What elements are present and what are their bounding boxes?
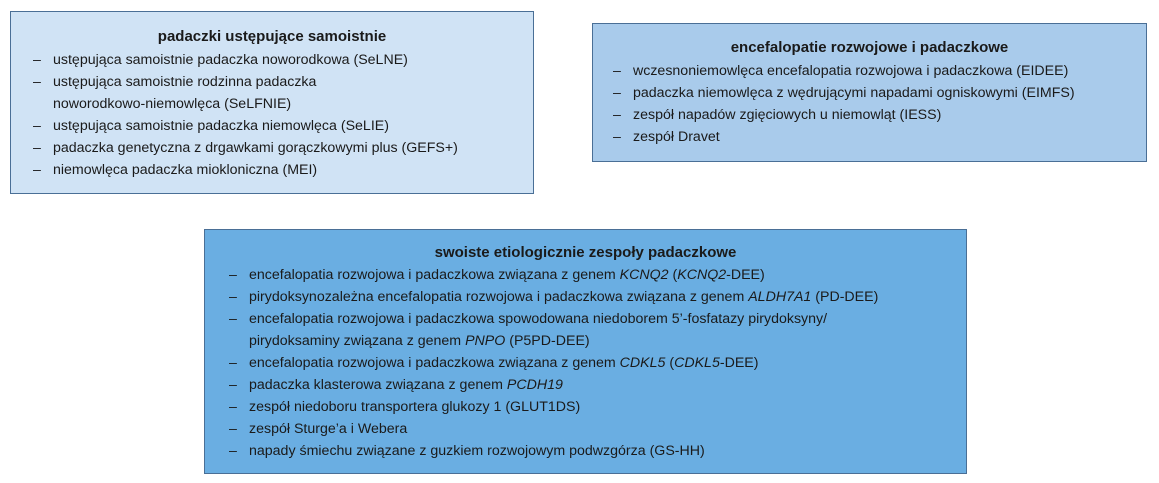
gene-name: PNPO — [465, 333, 506, 349]
list-item: – ustępująca samoistnie rodzinna padaczka — [53, 71, 533, 93]
list-item: – pirydoksynozależna encefalopatia rozwojowa i padaczkowa związana z genem ALDH7A1 (PD-DEE) — [249, 286, 966, 308]
gene-name: CDKL5 — [619, 355, 666, 371]
list-item-continuation: pirydoksaminy związana z genem PNPO (P5PD-DEE) — [249, 333, 590, 349]
gene-name: PCDH19 — [506, 377, 563, 393]
gene-name: CDKL5 — [674, 355, 720, 371]
syndrome-list — [11, 49, 533, 181]
syndrome-list — [593, 60, 1146, 148]
self-limited-epilepsies-box — [10, 11, 534, 194]
list-item: – niemowlęca padaczka miokloniczna (MEI) — [53, 159, 533, 181]
list-item: – zespół niedoboru transportera glukozy 1 (GLUT1DS) — [249, 396, 966, 418]
box-title: padaczki ustępujące samoistnie — [157, 28, 387, 45]
list-item: – zespół Sturge’a i Webera — [249, 418, 966, 440]
list-item: – encefalopatia rozwojowa i padaczkowa związana z genem KCNQ2 (KCNQ2-DEE) — [249, 264, 966, 286]
list-item: – zespół Dravet — [633, 126, 1146, 148]
list-item: – napady śmiechu związane z guzkiem rozwojowym podwzgórza (GS-HH) — [249, 440, 966, 462]
gene-name: KCNQ2 — [619, 267, 669, 283]
list-item: – zespół napadów zgięciowych u niemowląt (IESS) — [633, 104, 1146, 126]
list-item: – padaczka niemowlęca z wędrującymi napadami ogniskowymi (EIMFS) — [633, 82, 1146, 104]
list-item: – ustępująca samoistnie padaczka noworodkowa (SeLNE) — [53, 49, 533, 71]
list-item: – ustępująca samoistnie padaczka niemowlęca (SeLIE) — [53, 115, 533, 137]
gene-name: KCNQ2 — [677, 267, 727, 283]
list-item-continuation: noworodkowo-niemowlęca (SeLFNIE) — [53, 96, 292, 112]
box-title: swoiste etiologicznie zespoły padaczkowe — [434, 244, 737, 261]
dee-box — [592, 23, 1147, 162]
box-title: encefalopatie rozwojowe i padaczkowe — [730, 39, 1009, 56]
list-item: – wczesnoniemowlęca encefalopatia rozwojowa i padaczkowa (EIDEE) — [633, 60, 1146, 82]
etiology-specific-syndromes-box — [204, 229, 967, 474]
list-item: – padaczka genetyczna z drgawkami gorączkowymi plus (GEFS+) — [53, 137, 533, 159]
list-item: – encefalopatia rozwojowa i padaczkowa związana z genem CDKL5 (CDKL5-DEE) — [249, 352, 966, 374]
gene-name: ALDH7A1 — [748, 289, 812, 305]
list-item: – encefalopatia rozwojowa i padaczkowa spowodowana niedoborem 5’-fosfatazy pirydoksyny/ — [249, 308, 966, 330]
syndrome-list — [205, 264, 966, 462]
list-item: – padaczka klasterowa związana z genem PCDH19 — [249, 374, 966, 396]
